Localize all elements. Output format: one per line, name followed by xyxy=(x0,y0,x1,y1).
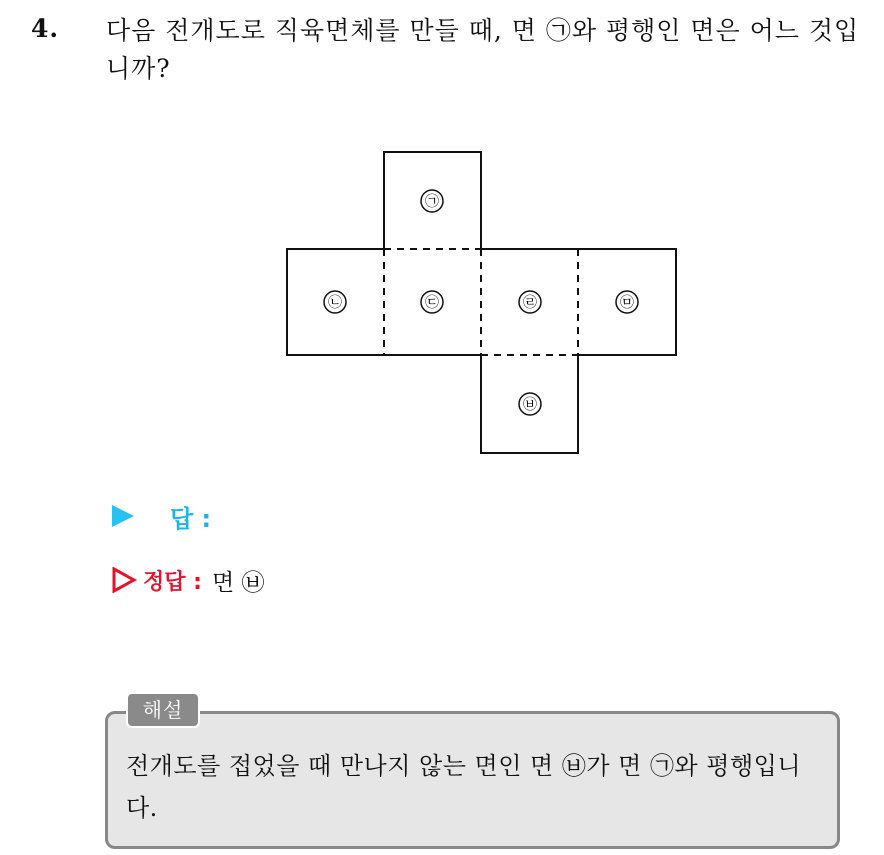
correct-answer-label: 정답 : xyxy=(143,569,202,595)
face-middle-right xyxy=(519,291,541,313)
answer-row xyxy=(108,498,211,534)
play-arrow-icon xyxy=(112,505,134,527)
answer-label: 답 : xyxy=(170,504,212,533)
outline-arrow-icon xyxy=(111,567,137,593)
face-label-middle-right: ㉣ xyxy=(523,295,537,311)
face-label-far-right: ㉤ xyxy=(620,295,634,311)
question-number: 4. xyxy=(31,14,60,43)
face-label-center: ㉢ xyxy=(425,295,439,311)
face-left xyxy=(324,291,346,313)
face-label-bottom: ㉥ xyxy=(523,397,537,413)
face-center xyxy=(421,291,443,313)
face-label-top: ㉠ xyxy=(425,194,439,210)
correct-answer-row xyxy=(108,562,265,598)
explanation-text: 전개도를 접었을 때 만나지 않는 면인 면 ㉥가 면 ㉠와 평행입니다. xyxy=(126,752,802,822)
explanation-tag: 해설 xyxy=(126,692,200,728)
question-text: 다음 전개도로 직육면체를 만들 때, 면 ㉠와 평행인 면은 어느 것입니까? xyxy=(106,16,860,83)
face-label-left: ㉡ xyxy=(328,295,342,311)
correct-answer-value: 면 ㉥ xyxy=(211,569,265,596)
face-top xyxy=(421,190,443,212)
face-far-right xyxy=(616,291,638,313)
fold-lines xyxy=(384,249,578,355)
face-bottom xyxy=(519,393,541,415)
